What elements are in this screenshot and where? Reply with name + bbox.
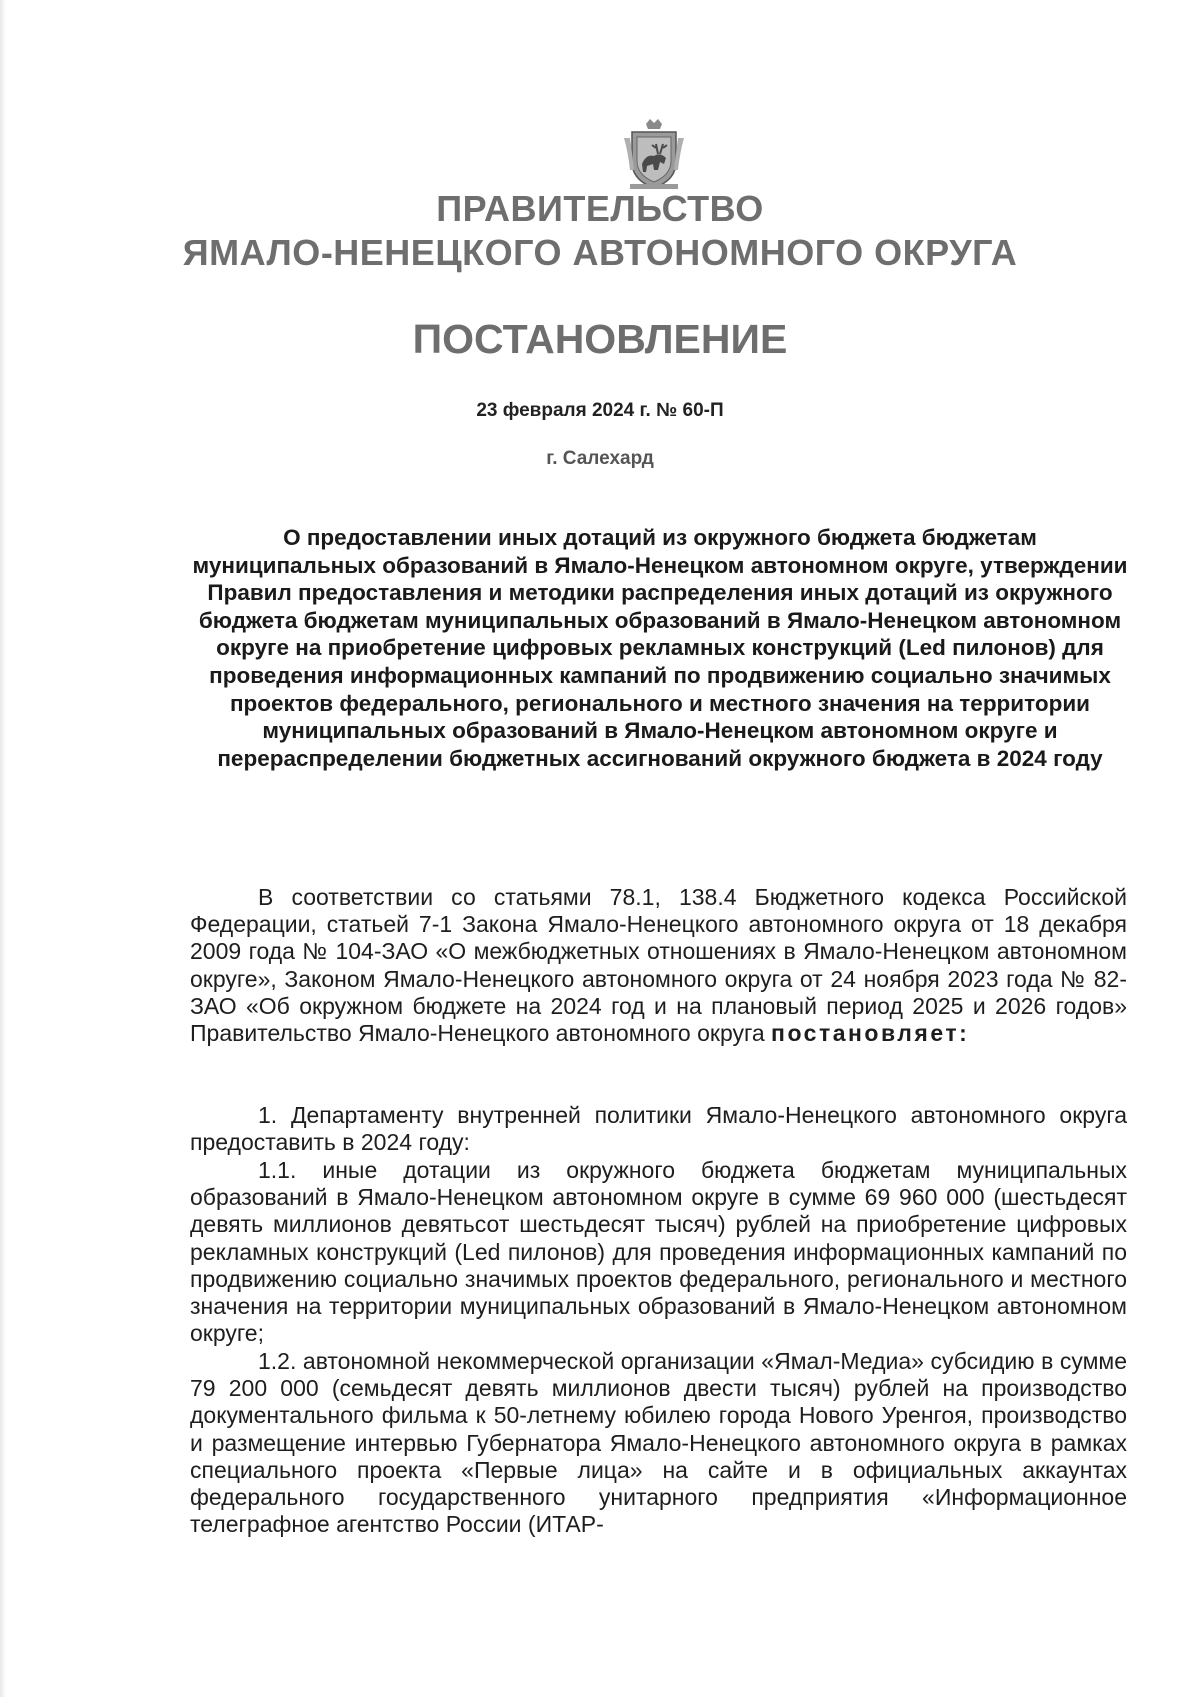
document-type: ПОСТАНОВЛЕНИЕ [412,316,788,362]
preamble-text: В соответствии со статьями 78.1, 138.4 Бюджетного кодекса Российской Федерации, статьей 7-1 Закона Ямало-Ненецкого автономного округа от 18 декабря 2009 года № 104-ЗАО «О межбюджетных отношениях в Ямало-Ненецком автономном округе», Законом Ямало-Ненецкого автономного округа от 24 ноября 2023 года № 82-ЗАО «Об окружном бюджете на 2024 год и на плановый период 2025 и 2026 годов» Правительство Ямало-Ненецкого автономного округа [190,884,1127,1047]
item-1: 1. Департаменту внутренней политики Ямало-Ненецкого автономного округа предоставить в 2024 году: [190,1102,1127,1156]
government-title-line2: ЯМАЛО-НЕНЕЦКОГО АВТОНОМНОГО ОКРУГА [182,232,1018,273]
document-city: г. Салехард [546,448,654,469]
decree-word: постановляет: [771,1020,970,1047]
document-subject: О предоставлении иных дотаций из окружного бюджета бюджетам муниципальных образований в Ямало-Ненецком автономном округе, утверждении Правил предоставления и методики распределения иных дотаций из окружного бюджета бюджетам муниципальных образований в Ямало-Ненецком автономном округе на приобретение цифровых рекламных конструкций (Led пилонов) для проведения информационных кампаний по продвижению социально значимых проектов федерального, регионального и местного значения на территории муниципальных образований в Ямало-Ненецком автономном округе и перераспределении бюджетных ассигнований окружного бюджета в 2024 году [192,525,1128,771]
item-1-2: 1.2. автономной некоммерческой организации «Ямал-Медиа» субсидию в сумме 79 200 000 (семьдесят девять миллионов двести тысяч) рублей на производство документального фильма к 50-летнему юбилею города Нового Уренгоя, производство и размещение интервью Губернатора Ямало-Ненецкого автономного округа в рамках специального проекта «Первые лица» на сайте и в официальных аккаунтах федерального государственного унитарного предприятия «Информационное телеграфное агентство России (ИТАР- [190,1348,1127,1538]
item-1-1: 1.1. иные дотации из окружного бюджета бюджетам муниципальных образований в Ямало-Ненецком автономном округе в сумме 69 960 000 (шестьдесят девять миллионов девятьсот шестьдесят тысяч) рублей на приобретение цифровых рекламных конструкций (Led пилонов) для проведения информационных кампаний по продвижению социально значимых проектов федерального, регионального и местного значения на территории муниципальных образований в Ямало-Ненецком автономном округе; [190,1157,1127,1347]
government-title-line1: ПРАВИТЕЛЬСТВО [436,188,764,229]
preamble-paragraph [190,884,1127,1047]
document-date-number: 23 февраля 2024 г. № 60-П [476,400,724,421]
coat-of-arms-icon [616,118,692,190]
